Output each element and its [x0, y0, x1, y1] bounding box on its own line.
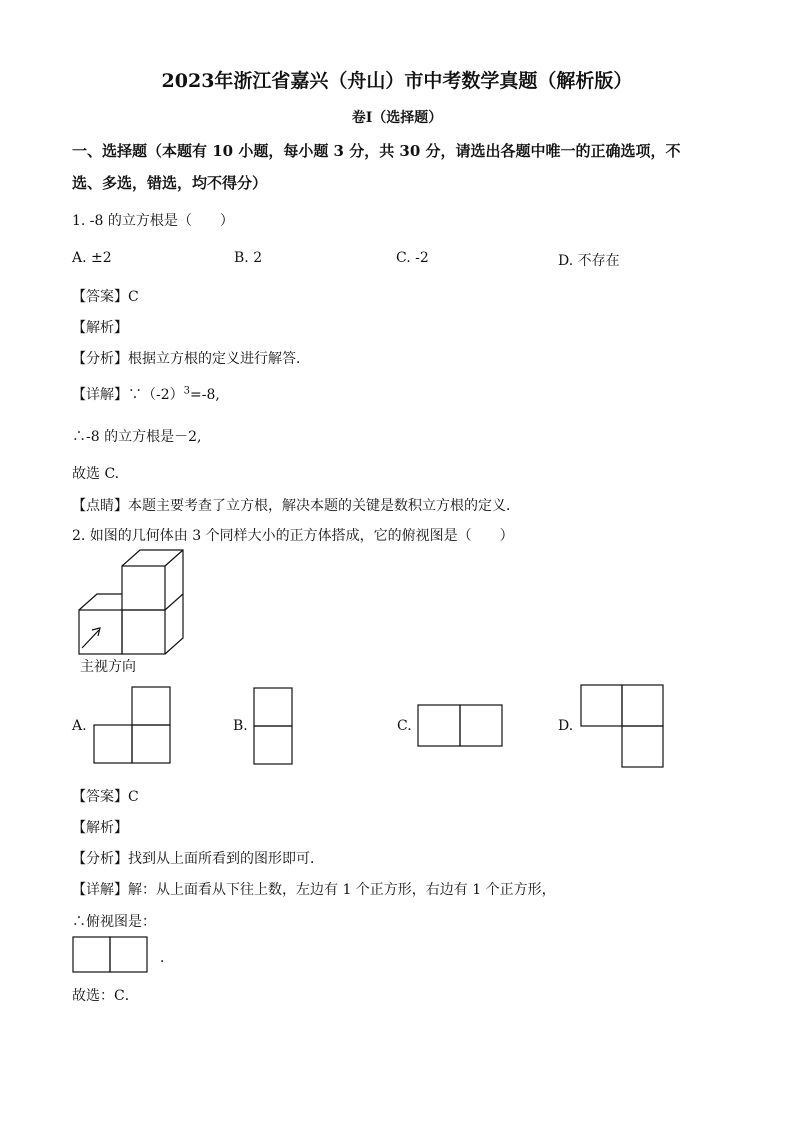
- q2-detail: 【详解】解：从上面看从下往上数，左边有 1 个正方形，右边有 1 个正方形，: [72, 882, 556, 898]
- cube-top-left: [79, 594, 122, 610]
- q1-detail-tail: =-8,: [190, 387, 220, 403]
- q1-fenxi: 【分析】根据立方根的定义进行解答．: [72, 351, 310, 367]
- q2-stem: 2. 如图的几何体由 3 个同样大小的正方体搭成，它的俯视图是（ ）: [72, 528, 514, 544]
- cube-front-left: [79, 610, 122, 654]
- q2-option-c-label: C.: [397, 718, 412, 734]
- q1-analysis-heading: 【解析】: [72, 320, 128, 336]
- q1-option-d: D. 不存在: [558, 253, 620, 269]
- q1-choose: 故选 C.: [72, 466, 120, 482]
- q2-top-view-figure: [72, 936, 152, 976]
- q2-fenxi: 【分析】找到从上面所看到的图形即可．: [72, 851, 324, 867]
- q1-detail: [72, 384, 220, 404]
- q1-option-b: B. 2: [234, 250, 263, 266]
- q1-option-a: A. ±2: [72, 250, 112, 266]
- cube-front-top: [122, 566, 165, 610]
- q2-option-b-label: B.: [233, 718, 248, 734]
- q2-choose: 故选：C．: [72, 988, 139, 1004]
- cube-front-right: [122, 610, 165, 654]
- page-title: 2023年浙江省嘉兴（舟山）市中考数学真题（解析版）: [161, 70, 633, 92]
- page-subtitle: 卷Ⅰ（选择题）: [351, 110, 443, 126]
- q1-dianjing: 【点睛】本题主要考查了立方根，解决本题的关键是数积立方根的定义．: [72, 498, 520, 514]
- cube-top-top: [122, 550, 183, 610]
- q2-option-a-label: A.: [72, 718, 87, 734]
- q1-answer: 【答案】C: [72, 289, 139, 305]
- q2-option-d-label: D.: [558, 718, 574, 734]
- q1-therefore: ∴-8 的立方根是－2,: [72, 429, 202, 445]
- q1-detail-exponent: 3: [183, 385, 191, 397]
- q2-option-c-figure: [417, 704, 505, 748]
- q1-stem: 1. -8 的立方根是（ ）: [72, 213, 234, 229]
- q2-solid-figure: [76, 550, 186, 660]
- q2-option-a-figure: [92, 686, 172, 766]
- q2-top-view-period: ．: [160, 950, 174, 966]
- q2-option-d-figure: [580, 684, 666, 770]
- q1-detail-base: 【详解】∵（-2）: [72, 387, 184, 403]
- q2-answer: 【答案】C: [72, 789, 139, 805]
- section-heading-line1: 一、选择题（本题有 10 小题，每小题 3 分，共 30 分，请选出各题中唯一的正确选项，不: [72, 142, 681, 160]
- q2-direction-label: 主视方向: [80, 659, 136, 675]
- q2-top-view-label: ∴俯视图是：: [72, 914, 156, 930]
- section-heading-line2: 选、多选，错选，均不得分）: [72, 174, 268, 192]
- cube-side-right: [165, 594, 183, 654]
- q1-option-c: C. -2: [396, 250, 429, 266]
- arrow-head: [92, 628, 100, 636]
- arrow-shaft: [82, 630, 99, 648]
- q2-option-b-figure: [253, 687, 295, 767]
- q2-analysis-heading: 【解析】: [72, 820, 128, 836]
- cube-top-edge: [165, 550, 183, 566]
